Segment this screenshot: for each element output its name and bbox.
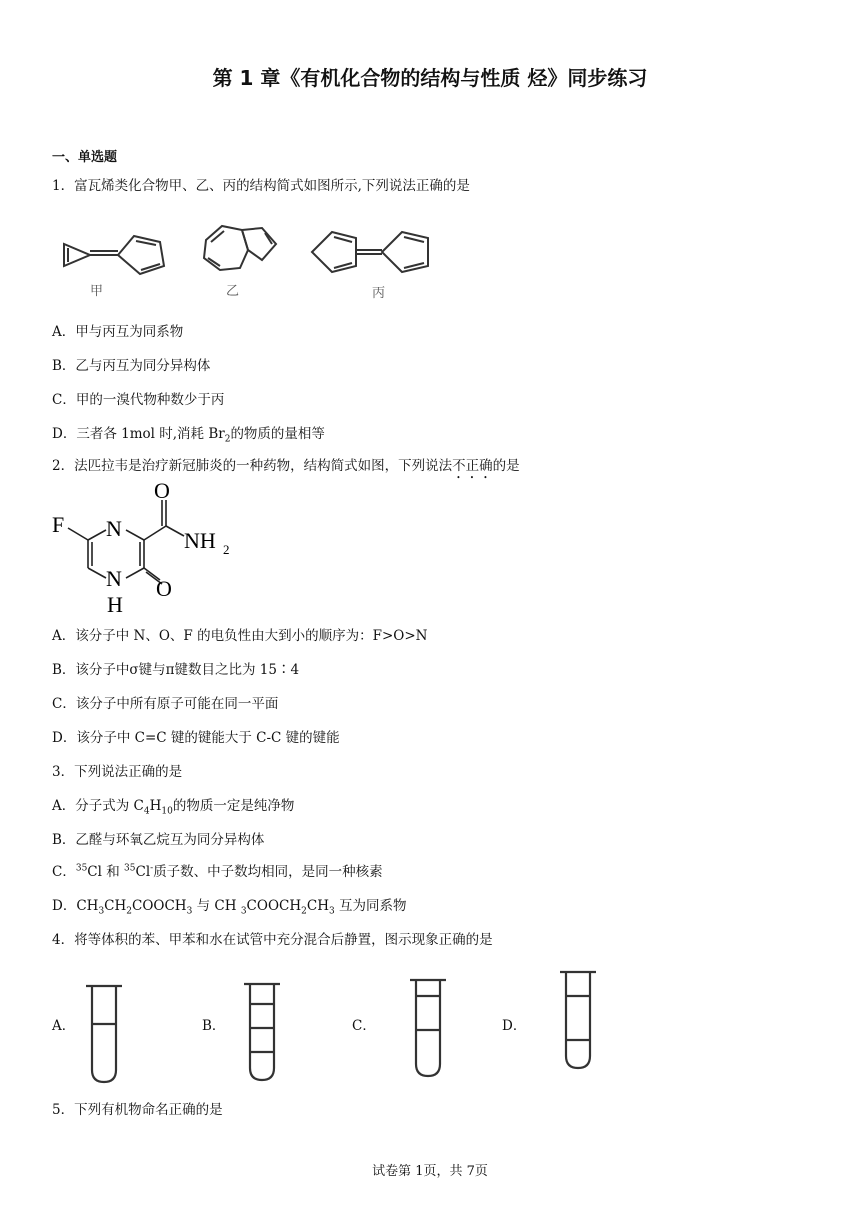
q2-option-c: C．该分子中所有原子可能在同一平面	[52, 696, 279, 712]
label-jia: 甲	[90, 284, 104, 299]
q1-structures-figure	[56, 208, 446, 304]
q3-option-a: A．分子式为 $C_4H_{10}$的物质一定是纯净物	[52, 798, 295, 817]
q1-option-c: C．甲的一溴代物种数少于丙	[52, 392, 225, 408]
q4-choice-d: D．	[502, 1018, 527, 1034]
page-footer: 试卷第 1页，共 7页	[372, 1164, 488, 1179]
atom-o2: O	[156, 576, 172, 601]
q4-stem: 4．将等体积的苯、甲苯和水在试管中充分混合后静置，图示现象正确的是	[52, 932, 493, 948]
test-tube-d	[556, 968, 600, 1074]
page-title: 第 1 章《有机化合物的结构与性质 烃》同步练习	[212, 66, 648, 90]
test-tube-b	[240, 980, 284, 1086]
q3-option-c: C．$^{35}$Cl 和 $^{35}$Cl-质子数、中子数均相同，是同一种核素	[52, 863, 383, 880]
q3-option-b: B．乙醛与环氧乙烷互为同分异构体	[52, 832, 265, 848]
label-bing: 丙	[372, 286, 386, 301]
q4-choice-b: B．	[202, 1018, 226, 1034]
atom-o1: O	[154, 478, 170, 503]
q5-stem: 5．下列有机物命名正确的是	[52, 1102, 223, 1118]
atom-f: F	[52, 512, 65, 537]
label-yi: 乙	[226, 284, 240, 299]
test-tube-a	[82, 982, 126, 1088]
q4-choice-c: C．	[352, 1018, 376, 1034]
q3-option-d: D．$CH_3CH_2COOCH_3$ 与 CH $_3COOCH_2CH_3$ 互为同系物	[52, 898, 407, 917]
q2-stem: 2．法匹拉韦是治疗新冠肺炎的一种药物，结构简式如图，下列说法不正确的是	[52, 458, 520, 474]
q4-choice-a: A．	[52, 1018, 76, 1034]
atom-nh-sub: 2	[223, 542, 230, 557]
q1-option-b: B．乙与丙互为同分异构体	[52, 358, 211, 374]
structure-yi	[204, 226, 276, 270]
atom-n1: N	[106, 516, 122, 541]
q1-stem: 1．富瓦烯类化合物甲、乙、丙的结构简式如图所示,下列说法正确的是	[52, 178, 470, 194]
q2-structure-figure	[50, 478, 250, 618]
atom-h: H	[107, 592, 123, 617]
q1-option-a: A．甲与丙互为同系物	[52, 324, 184, 340]
atom-nh: NH	[184, 528, 216, 553]
q2-option-d: D．该分子中 C=C 键的键能大于 C-C 键的键能	[52, 730, 340, 746]
section-heading: 一、单选题	[52, 150, 118, 165]
atom-n2: N	[106, 566, 122, 591]
structure-jia	[64, 236, 164, 274]
q2-option-b: B．该分子中σ键与π键数目之比为 15∶4	[52, 662, 300, 678]
q3-stem: 3．下列说法正确的是	[52, 764, 183, 780]
q1-option-d: D．三者各 1mol 时,消耗 $Br_2$的物质的量相等	[52, 426, 325, 445]
q2-option-a: A．该分子中 N、O、F 的电负性由大到小的顺序为：F>O>N	[52, 628, 428, 644]
structure-bing	[312, 232, 428, 272]
test-tube-c	[406, 976, 450, 1082]
